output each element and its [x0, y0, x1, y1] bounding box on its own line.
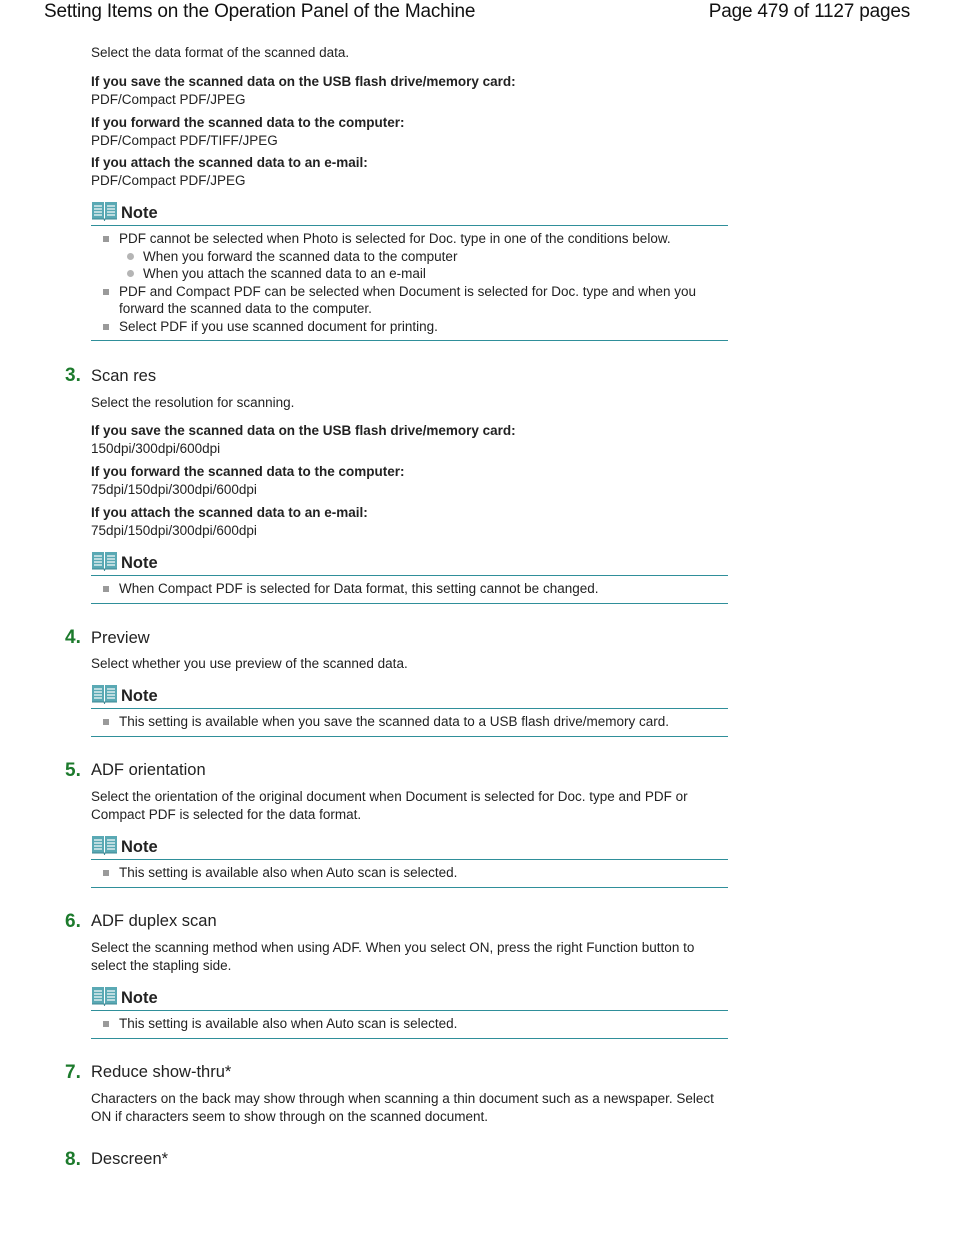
list-item: Select PDF if you use scanned document for printing.: [91, 318, 728, 336]
step-number: 4.: [65, 627, 81, 648]
list-item: This setting is available also when Auto scan is selected.: [91, 864, 728, 882]
bullet-icon: [103, 870, 109, 876]
step-number: 8.: [65, 1149, 81, 1170]
note-body: [91, 709, 728, 737]
list-item: PDF and Compact PDF can be selected when Document is selected for Doc. type and when you forward the scanned data to the computer.: [91, 283, 728, 318]
note-header: [91, 551, 728, 576]
note-body: [91, 860, 728, 888]
data-format-computer: [91, 114, 721, 150]
step-description: Select the resolution for scanning.: [91, 395, 295, 410]
note-label: Note: [121, 204, 158, 222]
item-label: If you attach the scanned data to an e-mail:: [91, 155, 368, 170]
scan-res-email: [91, 504, 721, 540]
bullet-icon: [103, 719, 109, 725]
item-value: PDF/Compact PDF/JPEG: [91, 173, 246, 188]
step-description: Select the orientation of the original document when Document is selected for Doc. type and PDF or Compact PDF is selected for the data format.: [91, 789, 688, 822]
step-title: ADF duplex scan: [91, 912, 217, 930]
note-body: [91, 1011, 728, 1039]
book-icon: [91, 835, 118, 855]
step-description: Characters on the back may show through when scanning a thin document such as a newspaper. Select ON if characters seem to show through on the scanned document.: [91, 1091, 714, 1124]
data-format-intro: Select the data format of the scanned data.: [91, 45, 350, 60]
note-box: [91, 986, 728, 1039]
item-value: PDF/Compact PDF/TIFF/JPEG: [91, 133, 278, 148]
book-icon: [91, 551, 118, 571]
step-description: Select whether you use preview of the scanned data.: [91, 656, 408, 671]
note-body: [91, 576, 728, 604]
item-value: 75dpi/150dpi/300dpi/600dpi: [91, 482, 257, 497]
step-description: Select the scanning method when using ADF. When you select ON, press the right Function button to select the stapling side.: [91, 940, 695, 973]
scan-res-computer: [91, 463, 721, 499]
item-value: PDF/Compact PDF/JPEG: [91, 92, 246, 107]
bullet-icon: [103, 289, 109, 295]
bullet-icon: [127, 253, 134, 260]
list-item: When Compact PDF is selected for Data format, this setting cannot be changed.: [91, 580, 728, 598]
item-label: If you save the scanned data on the USB flash drive/memory card:: [91, 74, 516, 89]
item-value: 150dpi/300dpi/600dpi: [91, 441, 221, 456]
book-icon: [91, 986, 118, 1006]
step-number: 3.: [65, 365, 81, 386]
page-number: Page 479 of 1127 pages: [708, 1, 910, 22]
bullet-icon: [103, 236, 109, 242]
document-title: Setting Items on the Operation Panel of the Machine: [44, 1, 476, 22]
data-format-email: [91, 154, 721, 190]
list-subitem: When you forward the scanned data to the computer: [91, 248, 728, 266]
note-label: Note: [121, 554, 158, 572]
item-label: If you save the scanned data on the USB flash drive/memory card:: [91, 423, 516, 438]
list-item: This setting is available also when Auto scan is selected.: [91, 1015, 728, 1033]
step-title: Scan res: [91, 367, 157, 385]
list-subitem: When you attach the scanned data to an e-mail: [91, 265, 728, 283]
list-item: PDF cannot be selected when Photo is selected for Doc. type in one of the conditions below.: [91, 230, 728, 248]
note-label: Note: [121, 687, 158, 705]
page-header: [0, 0, 954, 30]
note-label: Note: [121, 838, 158, 856]
data-format-usb: [91, 73, 721, 109]
item-value: 75dpi/150dpi/300dpi/600dpi: [91, 523, 257, 538]
item-label: If you attach the scanned data to an e-mail:: [91, 505, 368, 520]
note-box: [91, 201, 728, 341]
book-icon: [91, 684, 118, 704]
note-header: [91, 201, 728, 226]
list-item: This setting is available when you save the scanned data to a USB flash drive/memory card.: [91, 713, 728, 731]
note-box: [91, 684, 728, 737]
step-title: Reduce show-thru*: [91, 1063, 232, 1081]
note-body: [91, 226, 728, 341]
note-header: [91, 835, 728, 860]
note-box: [91, 551, 728, 604]
step-title: Preview: [91, 629, 150, 647]
bullet-icon: [103, 324, 109, 330]
bullet-icon: [103, 586, 109, 592]
step-title: Descreen*: [91, 1150, 169, 1168]
step-number: 7.: [65, 1062, 81, 1083]
item-label: If you forward the scanned data to the computer:: [91, 115, 405, 130]
note-header: [91, 986, 728, 1011]
book-icon: [91, 201, 118, 221]
step-number: 5.: [65, 760, 81, 781]
item-label: If you forward the scanned data to the computer:: [91, 464, 405, 479]
bullet-icon: [103, 1021, 109, 1027]
note-label: Note: [121, 989, 158, 1007]
note-header: [91, 684, 728, 709]
step-title: ADF orientation: [91, 761, 206, 779]
step-number: 6.: [65, 911, 81, 932]
note-box: [91, 835, 728, 888]
bullet-icon: [127, 270, 134, 277]
scan-res-usb: [91, 422, 721, 458]
